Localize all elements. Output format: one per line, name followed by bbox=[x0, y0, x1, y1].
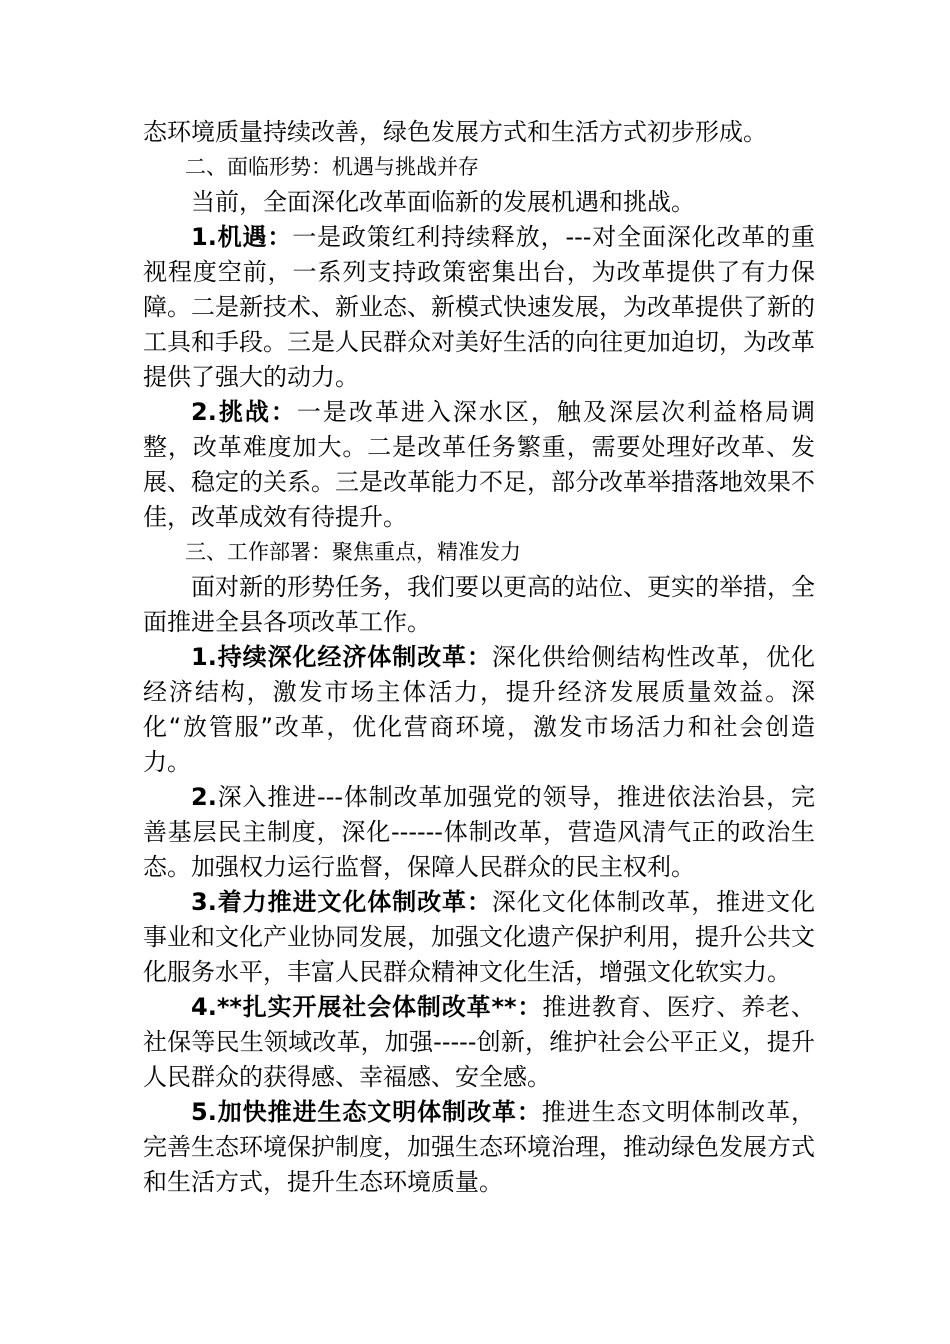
paragraph-lead: 2.挑战： bbox=[191, 398, 297, 426]
paragraph-text: 推进生态文明体制改革，完善生态环境保护制度，加强生态环境治理，推动绿色发展方式和生活方式，提升生态环境质量。 bbox=[143, 1098, 815, 1196]
paragraph-text: 当前，全面深化改革面临新的发展机遇和挑战。 bbox=[191, 188, 695, 216]
paragraph-text: 一是政策红利持续释放，---对全面深化改革的重视程度空前，一系列支持政策密集出台，为改革提供了有力保障。二是新技术、新业态、新模式快速发展，为改革提供了新的工具和手段。三是人民群众对美好生活的向往更加迫切，为改革提供了强大的动力。 bbox=[143, 223, 815, 391]
paragraph-lead: 4.**扎实开展社会体制改革**： bbox=[191, 993, 543, 1021]
paragraph-continuation bbox=[143, 115, 815, 150]
paragraph-text: 深入推进---体制改革加强党的领导，推进依法治县，完善基层民主制度，深化------体制改革，营造风清气正的政治生态。加强权力运行监督，保障人民群众的民主权利。 bbox=[143, 783, 815, 881]
paragraph-ecological-reform bbox=[143, 1095, 815, 1200]
section-heading-3 bbox=[143, 535, 815, 570]
paragraph-text: 深化供给侧结构性改革，优化经济结构，激发市场主体活力，提升经济发展质量效益。深化“放管服”改革，优化营商环境，激发市场活力和社会创造力。 bbox=[143, 643, 815, 776]
heading-text: 二、面临形势：机遇与挑战并存 bbox=[185, 155, 479, 179]
document-page bbox=[143, 115, 815, 1200]
paragraph-lead: 5.加快推进生态文明体制改革： bbox=[191, 1098, 542, 1126]
paragraph-lead: 2. bbox=[191, 783, 217, 811]
paragraph-economic-reform bbox=[143, 640, 815, 780]
paragraph-text: 态环境质量持续改善，绿色发展方式和生活方式初步形成。 bbox=[143, 118, 767, 146]
paragraph-lead: 3.着力推进文化体制改革： bbox=[191, 888, 492, 916]
paragraph-text: 一是改革进入深水区，触及深层次利益格局调整，改革难度加大。二是改革任务繁重，需要处理好改革、发展、稳定的关系。三是改革能力不足，部分改革举措落地效果不佳，改革成效有待提升。 bbox=[143, 398, 815, 531]
paragraph-challenge bbox=[143, 395, 815, 535]
paragraph-social-reform bbox=[143, 990, 815, 1095]
paragraph-lead: 1.持续深化经济体制改革： bbox=[191, 643, 492, 671]
paragraph-deployment-intro bbox=[143, 570, 815, 640]
heading-text: 三、工作部署：聚焦重点，精准发力 bbox=[185, 540, 521, 564]
paragraph-text: 推进教育、医疗、养老、社保等民生领域改革，加强-----创新，维护社会公平正义，提升人民群众的获得感、幸福感、安全感。 bbox=[143, 993, 815, 1091]
paragraph-intro bbox=[143, 185, 815, 220]
paragraph-political-reform bbox=[143, 780, 815, 885]
paragraph-text: 深化文化体制改革，推进文化事业和文化产业协同发展，加强文化遗产保护利用，提升公共文化服务水平，丰富人民群众精神文化生活，增强文化软实力。 bbox=[143, 888, 815, 986]
paragraph-opportunity bbox=[143, 220, 815, 395]
paragraph-cultural-reform bbox=[143, 885, 815, 990]
section-heading-2 bbox=[143, 150, 815, 185]
paragraph-lead: 1.机遇： bbox=[191, 223, 293, 251]
paragraph-text: 面对新的形势任务，我们要以更高的站位、更实的举措，全面推进全县各项改革工作。 bbox=[143, 573, 815, 636]
